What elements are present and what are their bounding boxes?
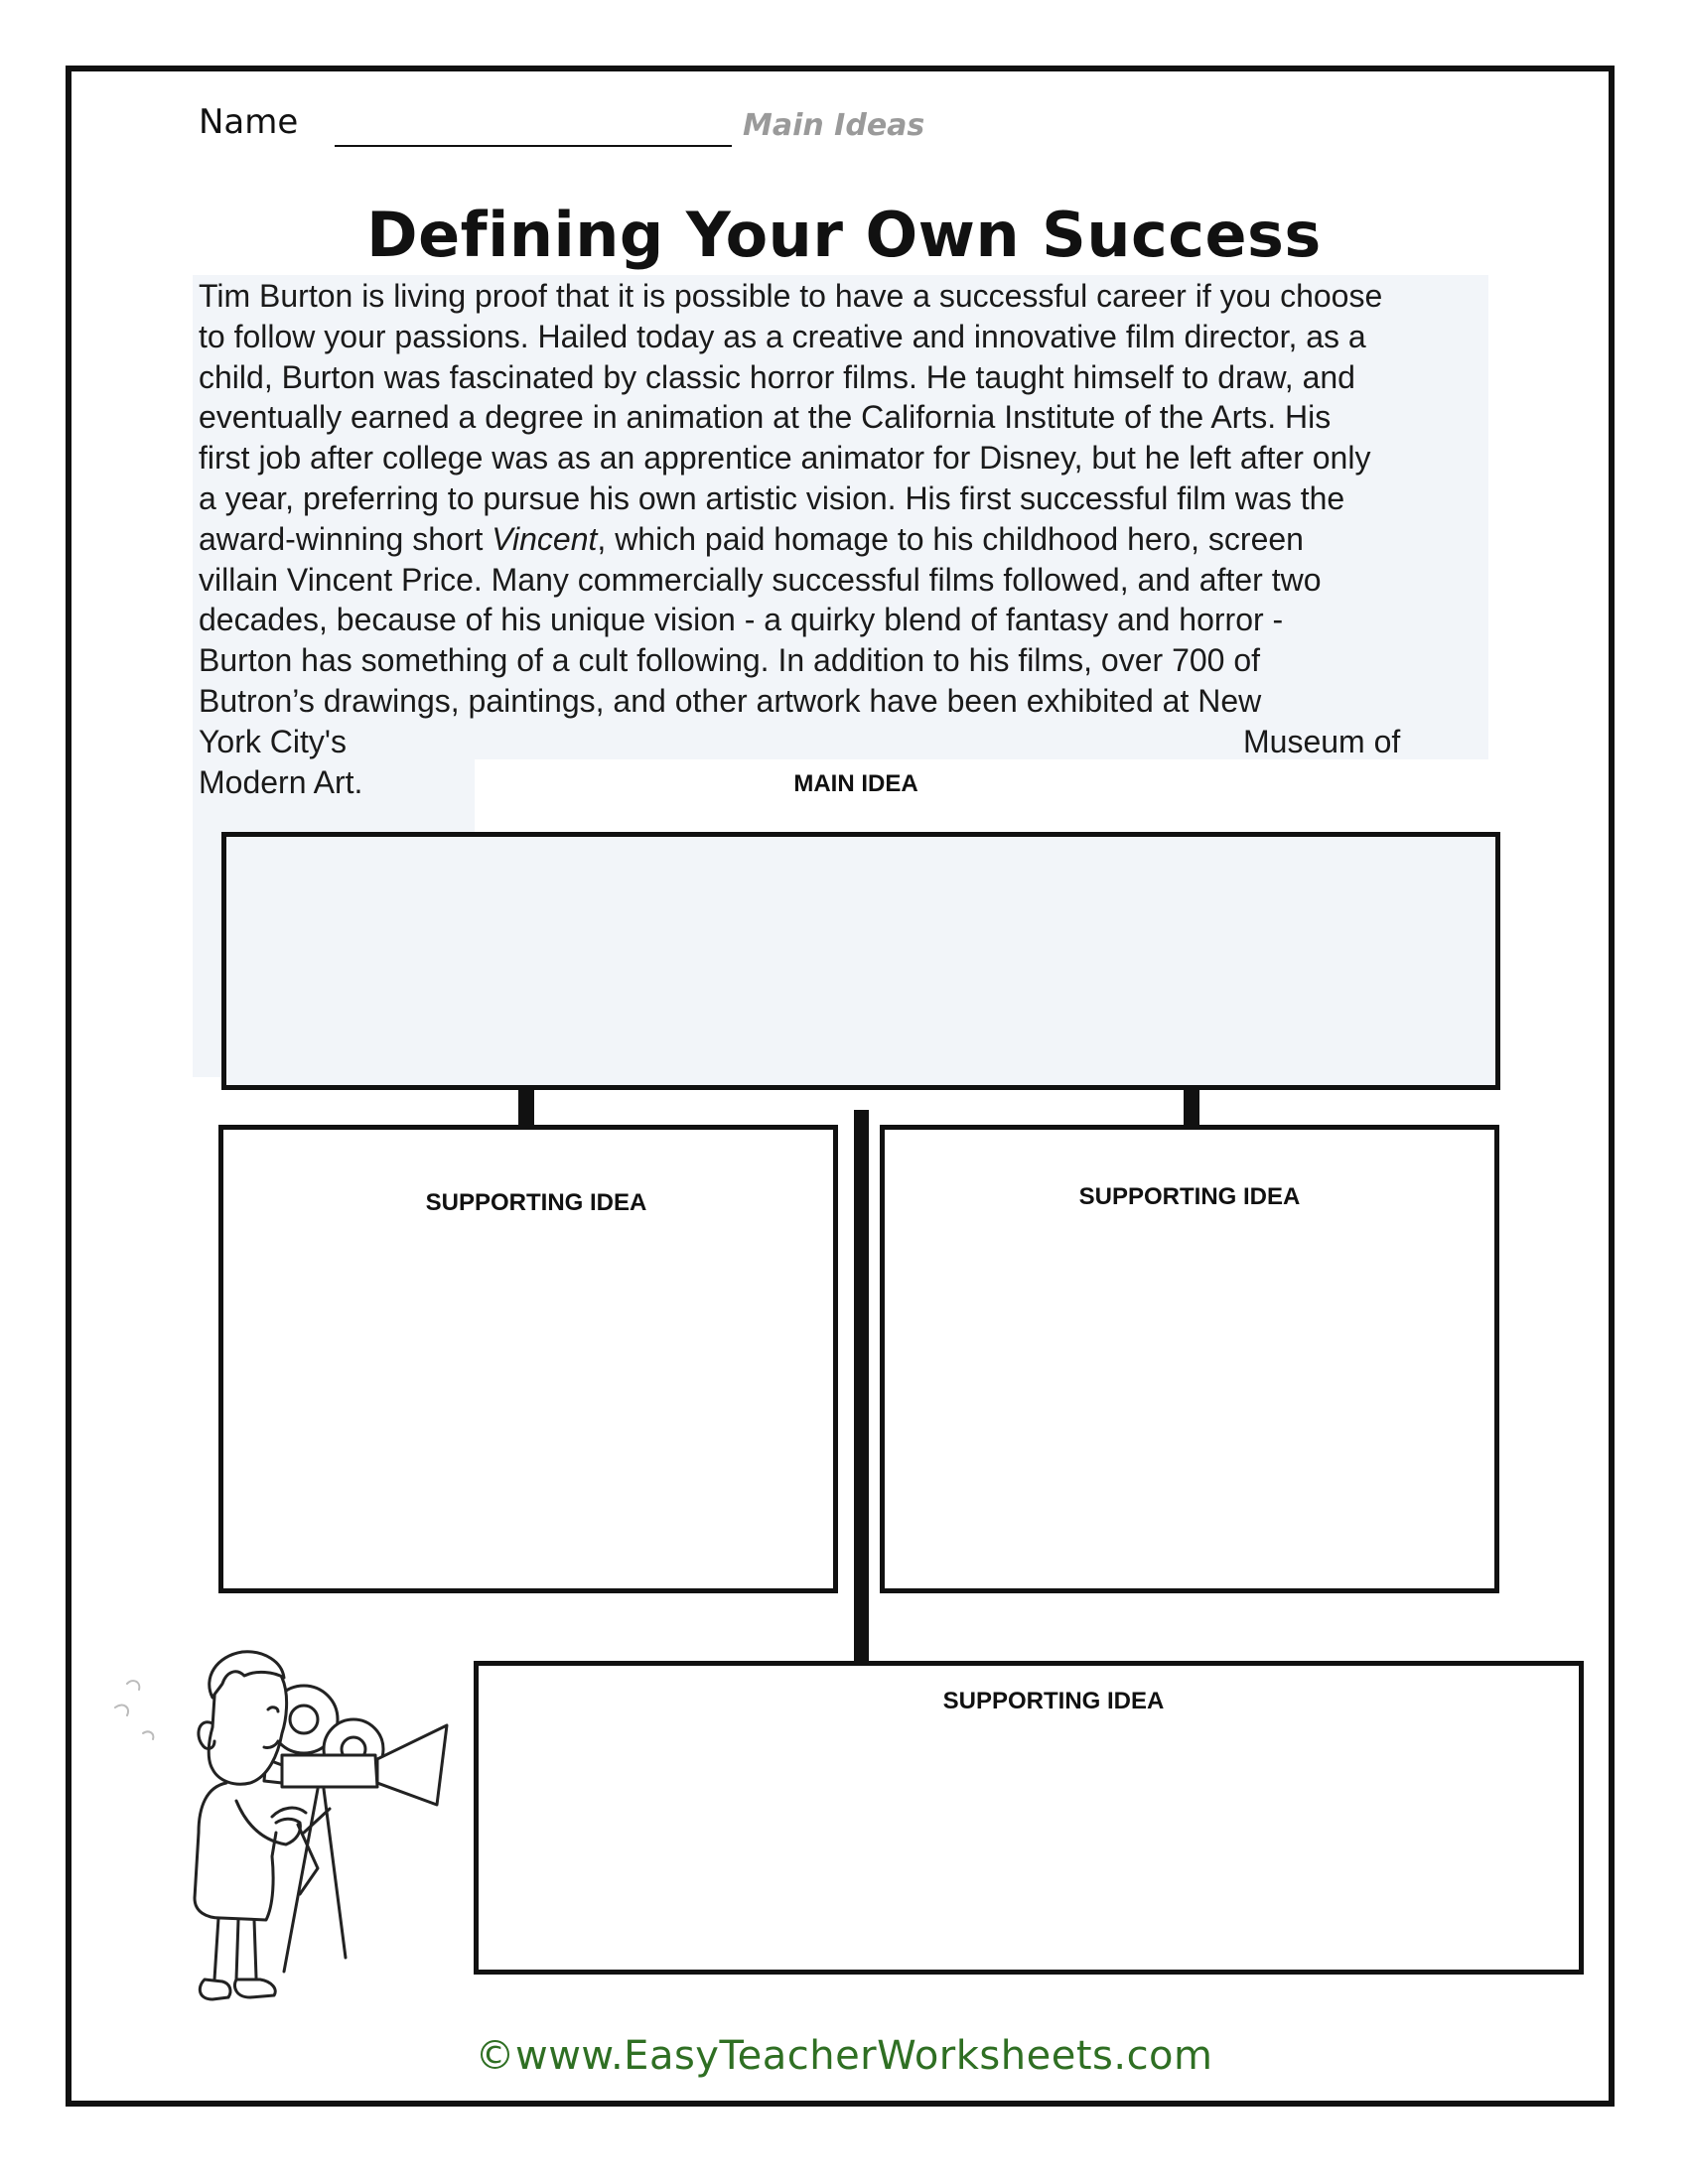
passage-line [199, 722, 1489, 762]
name-label: Name [199, 102, 299, 142]
supporting-idea-label: SUPPORTING IDEA [425, 1189, 647, 1216]
passage-text: Museum of [1243, 723, 1401, 759]
name-field-line[interactable] [335, 145, 732, 147]
passage-line: eventually earned a degree in animation at the California Institute of the Arts. His [199, 399, 1332, 436]
passage-line: Modern Art. [199, 763, 363, 800]
connector-center [854, 1110, 869, 1664]
passage-line: villain Vincent Price. Many commercially successful films followed, and after two [199, 561, 1322, 598]
passage-line: Tim Burton is living proof that it is possible to have a successful career if you choose [199, 278, 1383, 314]
boy-with-movie-camera-icon [87, 1638, 465, 2015]
passage-line: child, Burton was fascinated by classic horror films. He taught himself to draw, and [199, 358, 1355, 395]
supporting-idea-box-2[interactable] [880, 1125, 1499, 1593]
passage-text: , which paid homage to his childhood hero, screen [597, 520, 1304, 557]
connector-left [518, 1086, 534, 1128]
supporting-idea-box-3[interactable] [474, 1661, 1584, 1975]
passage-line: Butron’s drawings, paintings, and other artwork have been exhibited at New [199, 682, 1262, 719]
main-idea-box[interactable] [221, 832, 1500, 1090]
passage-line: Burton has something of a cult following. In addition to his films, over 700 of [199, 642, 1261, 679]
connector-right [1184, 1086, 1199, 1128]
reading-passage [199, 276, 1489, 802]
passage-line: decades, because of his unique vision - a quirky blend of fantasy and horror - [199, 602, 1284, 638]
worksheet-topic: Main Ideas [743, 108, 925, 143]
passage-text: award-winning short [199, 520, 492, 557]
passage-text: York City's [199, 723, 347, 759]
passage-line: first job after college was as an apprentice animator for Disney, but he left after only [199, 440, 1371, 477]
supporting-idea-label: SUPPORTING IDEA [1078, 1183, 1301, 1210]
film-title-vincent: Vincent [492, 520, 598, 557]
website-credit-link[interactable]: ©www.EasyTeacherWorksheets.com [475, 2033, 1213, 2079]
supporting-idea-label: SUPPORTING IDEA [942, 1688, 1165, 1714]
main-idea-label: MAIN IDEA [793, 770, 918, 797]
passage-line: a year, preferring to pursue his own artistic vision. His first successful film was the [199, 479, 1345, 516]
passage-line: to follow your passions. Hailed today as a creative and innovative film director, as a [199, 318, 1366, 354]
worksheet-title: Defining Your Own Success [366, 199, 1322, 271]
passage-line [199, 519, 1489, 560]
supporting-idea-box-1[interactable] [218, 1125, 838, 1593]
